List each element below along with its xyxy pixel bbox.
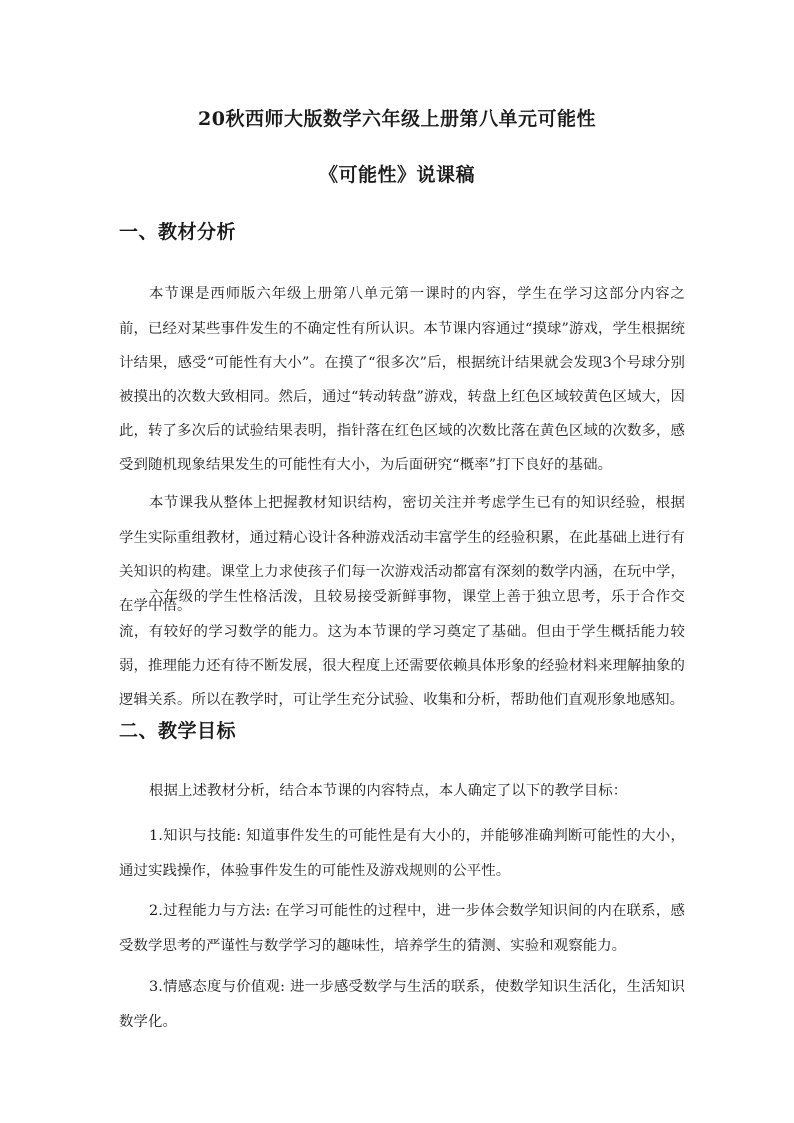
paragraph-objective-knowledge: 1.知识与技能: 知道事件发生的可能性是有大小的，并能够准确判断可能性的大小，通过实践操作，体验事件发生的可能性及游戏规则的公平性。	[119, 828, 685, 879]
document-subtitle: 《可能性》说课稿	[318, 164, 475, 186]
document-title: 20秋西师大版数学六年级上册第八单元可能性	[198, 108, 596, 130]
section-heading-analysis: 一、教材分析	[119, 221, 237, 243]
paragraph-objectives-intro: 根据上述教材分析，结合本节课的内容特点，本人确定了以下的教学目标：	[149, 783, 628, 800]
paragraph-objective-attitude: 3.情感态度与价值观: 进一步感受数学与生活的联系，使数学知识生活化，生活知识数学化。	[119, 979, 685, 1030]
paragraph-analysis-1: 本节课是西师版六年级上册第八单元第一课时的内容，学生在学习这部分内容之前，已经对某些事件发生的不确定性有所认识。本节课内容通过“摸球”游戏，学生根据统计结果，感受“可能性有大小”。在摸了“很多次”后，根据统计结果就会发现3个号球分别被摸出的次数大致相同。然后，通过“转动转盘”游戏，转盘上红色区域较黄色区域大，因此，转了多次后的试验结果表明，指针落在红色区域的次数比落在黄色区域的次数多，感受到随机现象结果发生的可能性有大小，为后面研究“概率”打下良好的基础。	[119, 286, 685, 474]
paragraph-analysis-3: 六年级的学生性格活泼，且较易接受新鲜事物，课堂上善于独立思考，乐于合作交流，有较好的学习数学的能力。这为本节课的学习奠定了基础。但由于学生概括能力较弱，推理能力还有待不断发展，很大程度上还需要依赖具体形象的经验材料来理解抽象的逻辑关系。所以在教学时，可让学生充分试验、收集和分析，帮助他们直观形象地感知。	[119, 589, 685, 708]
paragraph-objective-process: 2.过程能力与方法: 在学习可能性的过程中，进一步体会数学知识间的内在联系，感受数学思考的严谨性与数学学习的趣味性，培养学生的猜测、实验和观察能力。	[119, 903, 685, 954]
section-heading-objectives: 二、教学目标	[119, 720, 237, 742]
paragraph-analysis-2: 本节课我从整体上把握教材知识结构，密切关注并考虑学生已有的知识经验，根据学生实际重组教材，通过精心设计各种游戏活动丰富学生的经验积累，在此基础上进行有关知识的构建。课堂上力求使孩子们每一次游戏活动都富有深刻的数学内涵，在玩中学，在学中悟。	[119, 495, 685, 614]
